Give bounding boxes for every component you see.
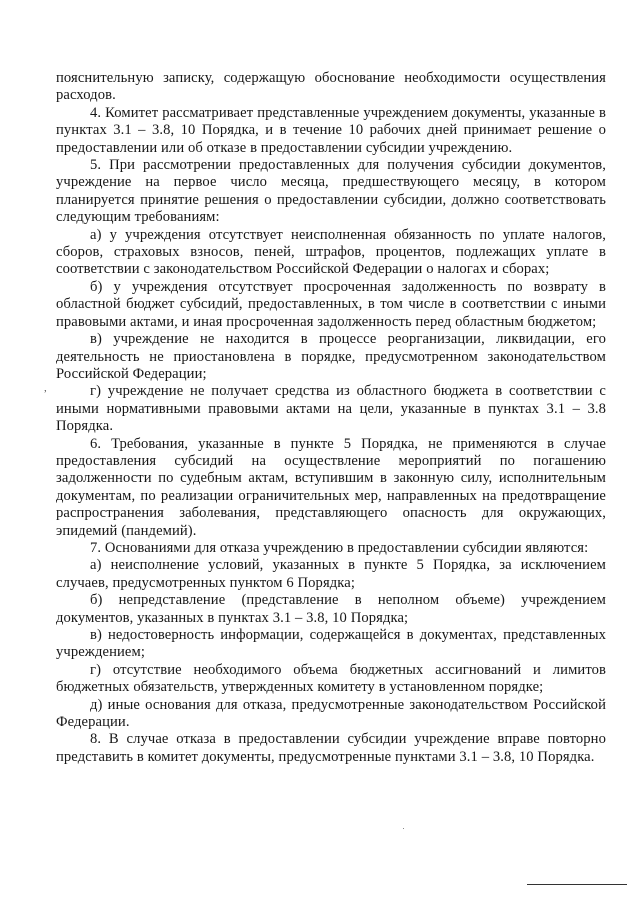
subitem-7g: г) отсутствие необходимого объема бюджетных ассигнований и лимитов бюджетных обязательств, утвержденных комитету в установленном порядке; bbox=[56, 661, 606, 696]
paragraph-item-7: 7. Основаниями для отказа учреждению в предоставлении субсидии являются: bbox=[90, 539, 589, 556]
scan-mark: , bbox=[44, 382, 47, 394]
subitem-7d: д) иные основания для отказа, предусмотренные законодательством Российской Федерации. bbox=[56, 696, 606, 731]
subitem-5g: г) учреждение не получает средства из областного бюджета в соответствии с иными нормативными правовыми актами на цели, указанные в пунктах 3.1 – 3.8 Порядка. bbox=[56, 383, 606, 435]
subitem-7v: в) недостоверность информации, содержащейся в документах, представленных учреждением; bbox=[56, 627, 606, 661]
paragraph-continuation: пояснительную записку, содержащую обоснование необходимости осуществления расходов. bbox=[56, 70, 606, 104]
scan-speck bbox=[403, 828, 404, 829]
subitem-5b: б) у учреждения отсутствует просроченная задолженность по возврату в областной бюджет субсидий, предоставленных, в том числе в соответствии с иными правовыми актами, и иная просроченная задолженность перед областным бюджетом; bbox=[56, 278, 606, 330]
footer-rule bbox=[527, 884, 627, 885]
subitem-5a: а) у учреждения отсутствует неисполненная обязанность по уплате налогов, сборов, страховых взносов, пеней, штрафов, процентов, подлежащих уплате в соответствии с законодательством Российской Федерации о налогах и сборах; bbox=[56, 226, 606, 278]
subitem-5v: в) учреждение не находится в процессе реорганизации, ликвидации, его деятельность не приостановлена в порядке, предусмотренном законодательством Российской Федерации; bbox=[56, 331, 606, 382]
paragraph-item-6: 6. Требования, указанные в пункте 5 Порядка, не применяются в случае предоставления субсидий на осуществление мероприятий по погашению задолженности по судебным актам, вступившим в законную силу, исполнительным документам, по реализации ограничительных мер, направленных на предотвращение распространения заболевания, представляющего опасность для окружающих, эпидемий (пандемий). bbox=[56, 435, 606, 539]
paragraph-item-4: 4. Комитет рассматривает представленные учреждением документы, указанные в пунктах 3.1 – 3.8, 10 Порядка, и в течение 10 рабочих дней принимает решение о предоставлении или об отказе в предоставлении субсидии учреждению. bbox=[56, 104, 606, 156]
subitem-7b: б) непредставление (представление в неполном объеме) учреждением документов, указанных в пунктах 3.1 – 3.8, 10 Порядка; bbox=[56, 592, 606, 626]
document-body bbox=[56, 70, 606, 766]
paragraph-item-5: 5. При рассмотрении предоставленных для получения субсидии документов, учреждение на первое число месяца, предшествующего месяцу, в котором планируется принятие решения о предоставлении субсидии, должно соответствовать следующим требованиям: bbox=[56, 157, 606, 226]
paragraph-item-8: 8. В случае отказа в предоставлении субсидии учреждение вправе повторно представить в комитет документы, предусмотренные пунктами 3.1 – 3.8, 10 Порядка. bbox=[56, 731, 606, 765]
subitem-7a: а) неисполнение условий, указанных в пункте 5 Порядка, за исключением случаев, предусмотренных пунктом 6 Порядка; bbox=[56, 557, 606, 591]
